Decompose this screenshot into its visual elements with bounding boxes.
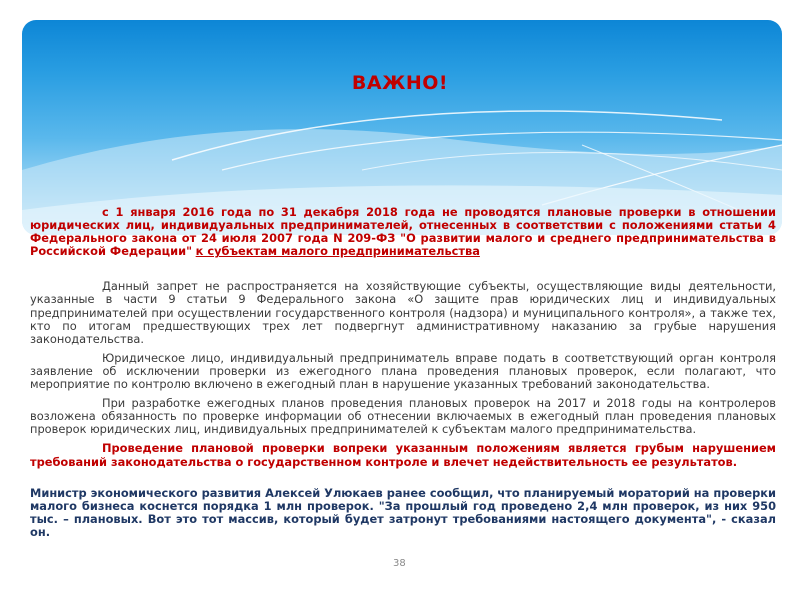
- slide-title: ВАЖНО!: [351, 72, 449, 94]
- paragraph-gross-violation: Проведение плановой проверки вопреки указанным положениям является грубым нарушением требований законодательства о государственном контроле и влечет недействительность ее результатов.: [30, 441, 776, 469]
- moratorium-text: с 1 января 2016 года по 31 декабря 2018 года не проводятся плановые проверки в отношении юридических лиц, индивидуальных предпринимателей, отнесенных в соответствии с положениями статьи 4 Федерального закона от 24 июля 2007 года N 209-ФЗ "О развитии малого и среднего предпринимательства в Российской Федерации": [30, 205, 776, 259]
- swoosh-graphic: [22, 20, 782, 235]
- paragraph-minister-quote: Министр экономического развития Алексей Улюкаев ранее сообщил, что планируемый мораторий на проверки малого бизнеса коснется порядка 1 млн проверок. "За прошлый год проведено 2,4 млн проверок, из них 950 тыс. – плановых. Вот это тот массив, который будет затронут требованиями настоящего документа", - сказал он.: [30, 485, 776, 539]
- paragraph-exceptions: Данный запрет не распространяется на хозяйствующие субъекты, осуществляющие виды деятельности, указанные в части 9 статьи 9 Федерального закона «О защите прав юридических лиц и индивидуальных предпринимателей при осуществлении государственного контроля (надзора) и муниципального контроля», а также тех, кто по итогам предшествующих трех лет подвергнут административному наказанию за грубые нарушения законодательства.: [30, 279, 776, 346]
- small-business-link[interactable]: к субъектам малого предпринимательства: [195, 244, 480, 259]
- paragraph-right-to-apply: Юридическое лицо, индивидуальный предприниматель вправе подать в соответствующий орган контроля заявление об исключении проверки из ежегодного плана проведения плановых проверок, если полагают, что мероприятие по контролю включено в ежегодный план в нарушение указанных требований законодательства.: [30, 350, 776, 392]
- decorative-sky-banner: [22, 20, 782, 235]
- slide-body: [30, 206, 776, 539]
- paragraph-annual-plans: При разработке ежегодных планов проведения плановых проверок на 2017 и 2018 годы на контролеров возложена обязанность по проверке информации об отнесении включаемых в ежегодный план проведения плановых проверок юридических лиц, индивидуальных предпринимателей к субъектам малого предпринимательства.: [30, 396, 776, 437]
- page-number: 38: [393, 558, 406, 569]
- paragraph-moratorium: [30, 206, 776, 258]
